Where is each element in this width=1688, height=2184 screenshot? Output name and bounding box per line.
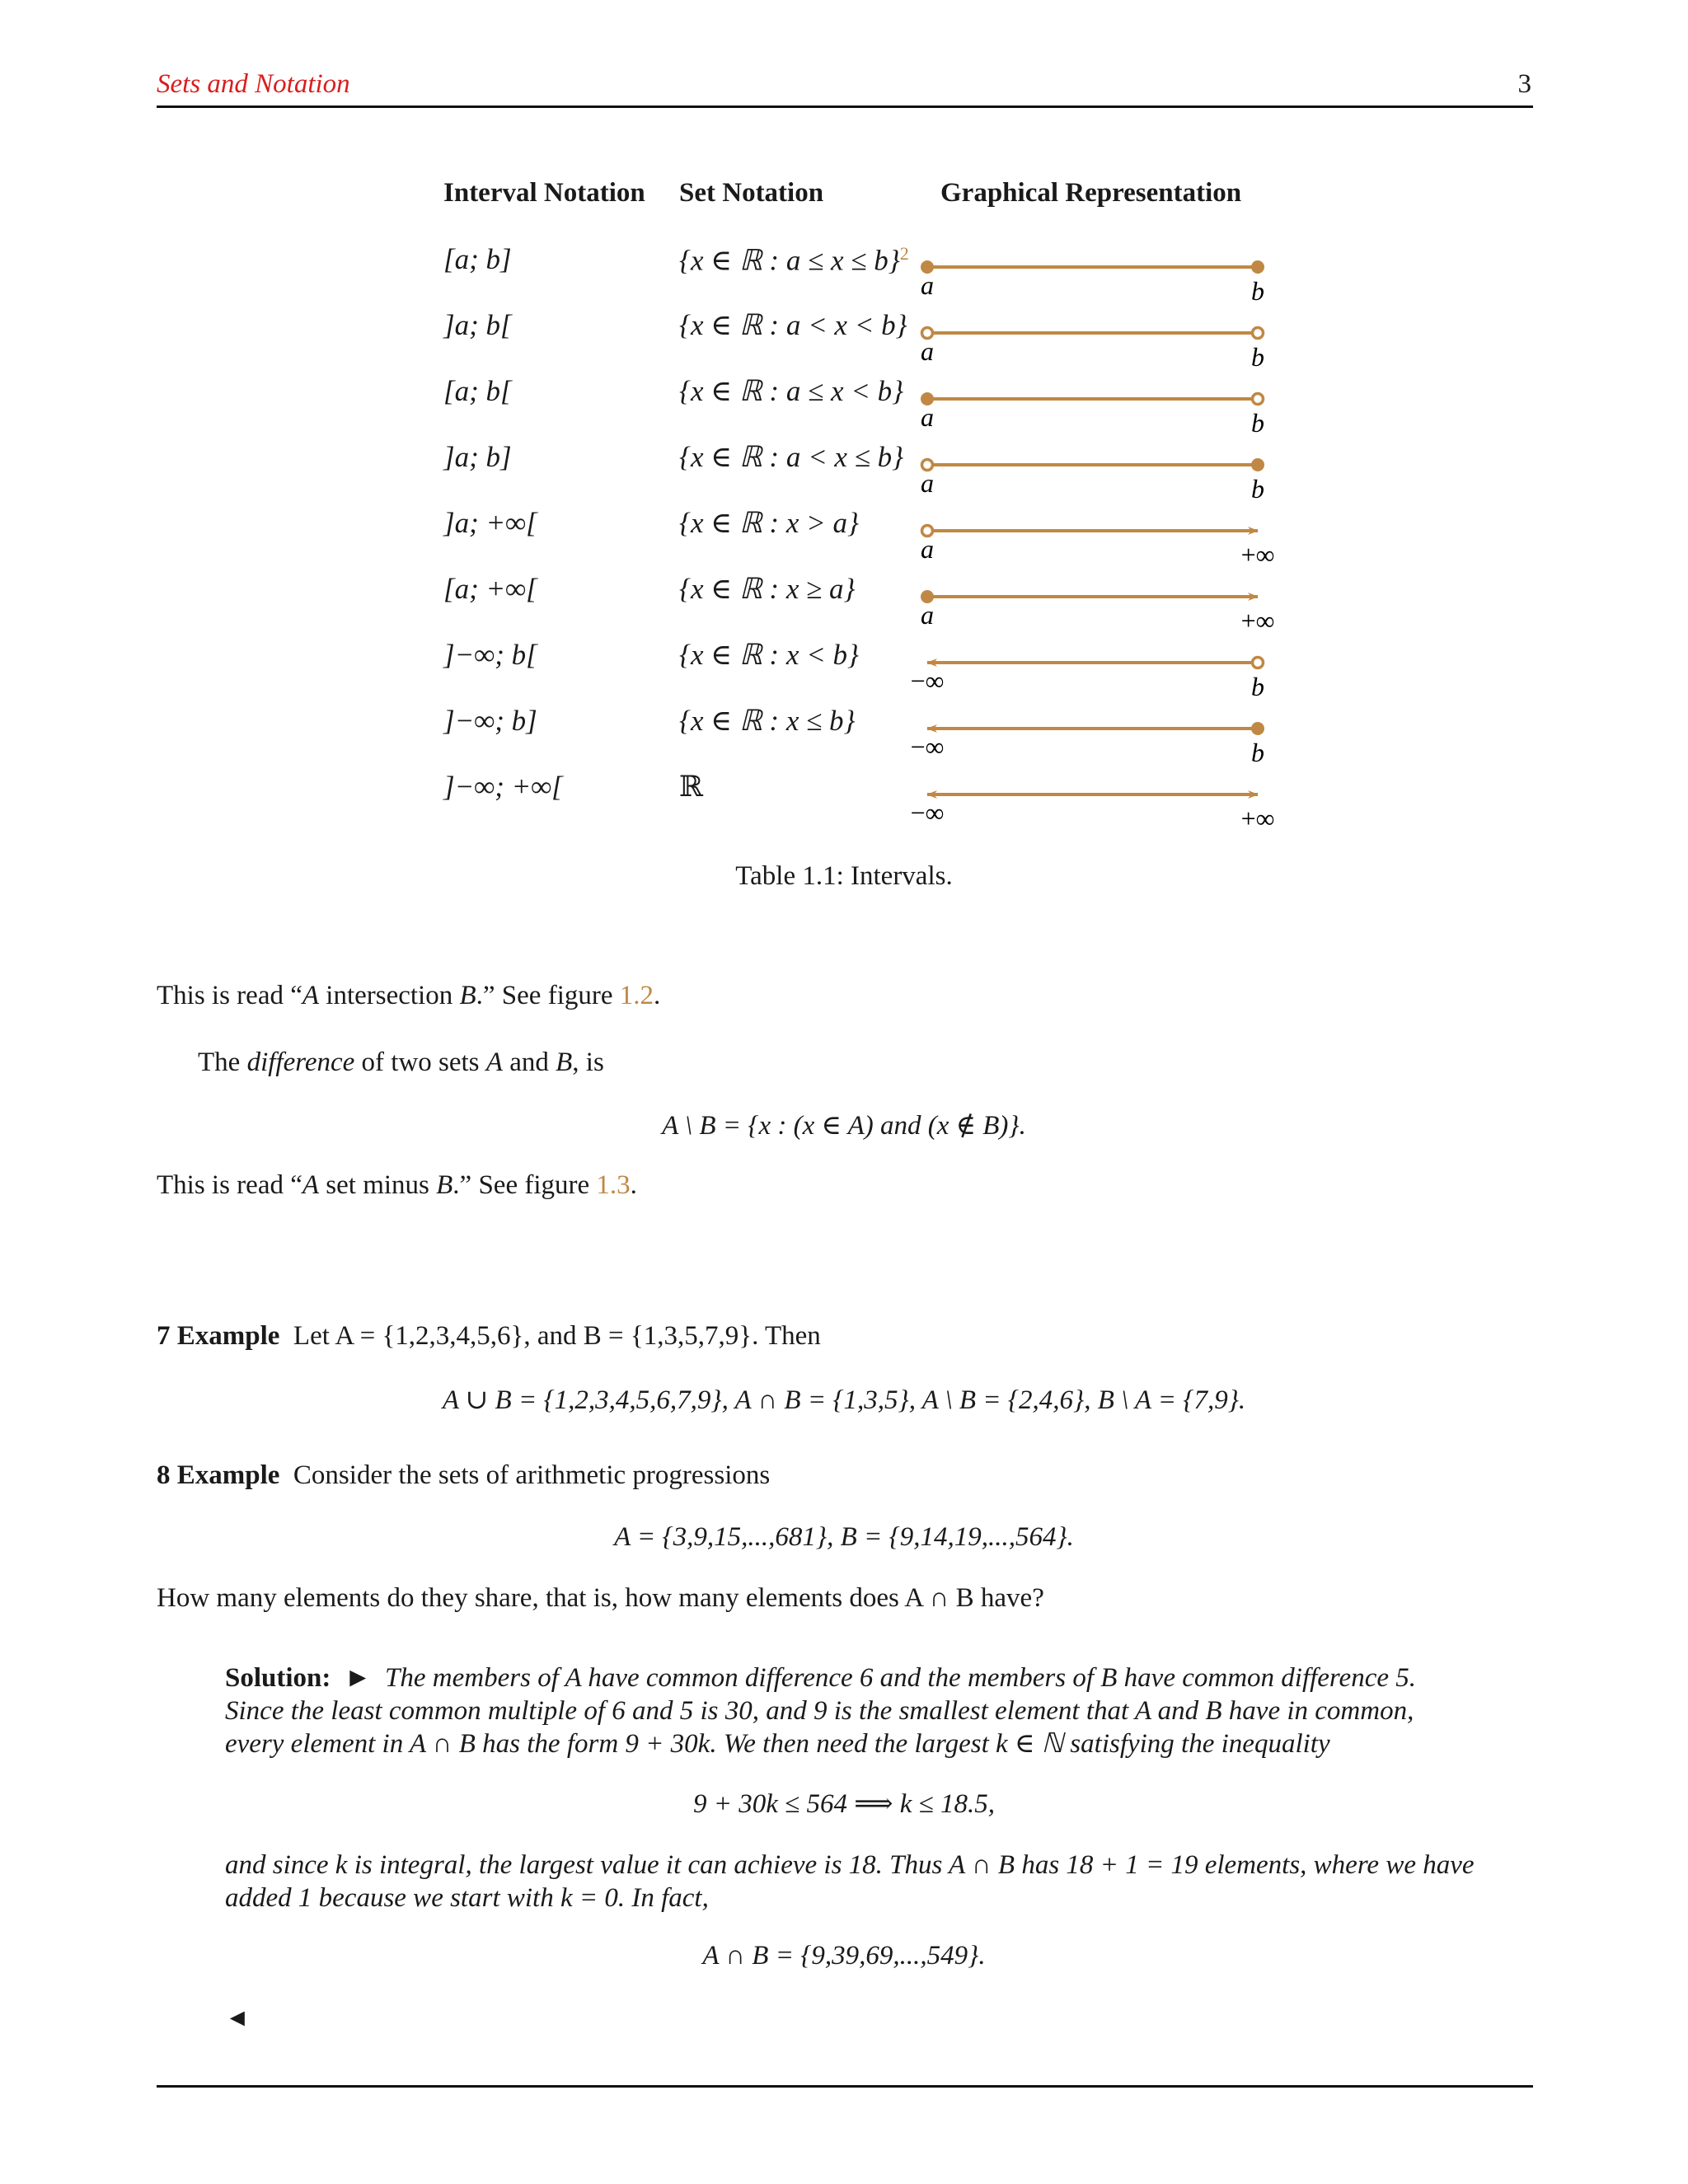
open-endpoint-dot [1253, 328, 1264, 339]
left-endpoint-label: −∞ [910, 666, 945, 696]
interval-cell: ]a; b[ [443, 309, 512, 341]
right-endpoint-label: b [1251, 672, 1264, 701]
page-number: 3 [1517, 69, 1531, 99]
footnote-mark: 2 [899, 243, 909, 264]
text-run: The [198, 1047, 247, 1077]
interval-cell: ]−∞; b] [443, 705, 537, 737]
number-line-row [921, 392, 1264, 438]
text-run: . [630, 1170, 637, 1200]
interval-cell: ]−∞; +∞[ [443, 771, 563, 803]
example-8-question: How many elements do they share, that is, how many elements does A ∩ B have? [157, 1583, 1044, 1613]
example-text: Consider the sets of arithmetic progressions [293, 1460, 771, 1490]
left-endpoint-label: −∞ [910, 798, 945, 827]
example-label: 8 Example [157, 1460, 280, 1490]
number-line-row [921, 590, 1274, 635]
solution-line-4: and since k is integral, the largest value it can achieve is 18. Thus A ∩ B has 18 + 1 = 19 elements, where we have [225, 1850, 1475, 1880]
solution-text: The members of A have common difference 6 and the members of B have common difference 5. [385, 1663, 1416, 1693]
paragraph-difference [198, 1047, 604, 1078]
math-var: B [459, 981, 476, 1010]
interval-cell: [a; +∞[ [443, 573, 537, 605]
set-cell: {x ∈ ℝ : a ≤ x < b} [679, 375, 904, 407]
number-line-row [911, 658, 1264, 702]
set-cell: {x ∈ ℝ : x < b} [679, 639, 859, 671]
number-line-graphics [890, 239, 1319, 841]
text-run: set minus [319, 1170, 437, 1200]
emphasis: difference [246, 1047, 355, 1077]
left-endpoint-label: a [921, 402, 934, 432]
text-run: This is read “ [157, 981, 302, 1010]
math-var: B [556, 1047, 573, 1077]
solution-equation-1: 9 + 30k ≤ 564 ⟹ k ≤ 18.5, [692, 1789, 996, 1819]
solution-equation-2: A ∩ B = {9,39,69,...,549}. [702, 1941, 986, 1971]
text-run: , is [572, 1047, 604, 1077]
text-run: .” See figure [476, 981, 620, 1010]
open-endpoint-dot [1253, 658, 1264, 668]
closed-endpoint-dot [1251, 458, 1264, 471]
solution-line-5: added 1 because we start with k = 0. In fact, [225, 1883, 709, 1913]
text-run: This is read “ [157, 1170, 302, 1200]
text-run: . [654, 981, 661, 1010]
number-line-row [921, 328, 1264, 373]
left-endpoint-label: a [921, 534, 934, 564]
right-endpoint-label: b [1251, 342, 1264, 372]
text-run: intersection [319, 981, 460, 1010]
figure-ref-link[interactable]: 1.3 [596, 1170, 631, 1200]
set-cell: {x ∈ ℝ : x > a} [679, 507, 859, 539]
set-cell-text: {x ∈ ℝ : a ≤ x ≤ b} [679, 244, 900, 277]
left-endpoint-label: a [921, 600, 934, 630]
interval-cell: [a; b] [443, 243, 512, 275]
solution-line-3: every element in A ∩ B has the form 9 + 30k. We then need the largest k ∈ ℕ satisfying the inequality [225, 1729, 1330, 1759]
header-rule [157, 105, 1533, 108]
right-endpoint-label: b [1251, 408, 1264, 438]
math-var: A [485, 1047, 503, 1077]
interval-cell: [a; b[ [443, 375, 512, 407]
running-header-title: Sets and Notation [157, 69, 350, 99]
math-var: B [436, 1170, 453, 1200]
text-run: .” See figure [452, 1170, 597, 1200]
right-endpoint-label: +∞ [1240, 540, 1275, 569]
open-endpoint-dot [1253, 394, 1264, 405]
left-endpoint-label: a [921, 270, 934, 300]
closed-endpoint-dot [1251, 260, 1264, 274]
number-line-row [911, 794, 1275, 833]
set-cell: {x ∈ ℝ : a < x ≤ b} [679, 441, 904, 473]
set-cell [679, 243, 909, 278]
number-line-row [921, 526, 1274, 570]
paragraph-intersection [157, 981, 660, 1011]
set-cell: {x ∈ ℝ : x ≤ b} [679, 705, 856, 737]
interval-cell: ]a; b] [443, 441, 512, 473]
left-endpoint-label: −∞ [910, 732, 945, 762]
math-var: A [302, 981, 320, 1010]
interval-cell: ]−∞; b[ [443, 639, 537, 671]
solution-line-2: Since the least common multiple of 6 and 5 is 30, and 9 is the smallest element that A and B have in common, [225, 1696, 1414, 1726]
number-line-row [921, 458, 1264, 504]
solution-label: Solution: [225, 1663, 331, 1693]
set-cell: {x ∈ ℝ : a < x < b} [679, 309, 907, 341]
example-7-equation: A ∪ B = {1,2,3,4,5,6,7,9}, A ∩ B = {1,3,5}, A \ B = {2,4,6}, B \ A = {7,9}. [442, 1385, 1246, 1415]
solution-line-1 [225, 1661, 1416, 1694]
right-endpoint-label: b [1251, 474, 1264, 504]
example-8-equation: A = {3,9,15,...,681}, B = {9,14,19,...,564}. [614, 1522, 1074, 1552]
left-endpoint-label: a [921, 468, 934, 498]
figure-ref-link[interactable]: 1.2 [619, 981, 654, 1010]
example-label: 7 Example [157, 1321, 280, 1351]
interval-cell: ]a; +∞[ [443, 507, 537, 539]
number-line-row [911, 722, 1264, 767]
col-header-interval: Interval Notation [443, 178, 645, 208]
paragraph-set-minus [157, 1170, 637, 1201]
example-text: Let A = {1,2,3,4,5,6}, and B = {1,3,5,7,9}. Then [293, 1321, 821, 1351]
col-header-set: Set Notation [679, 178, 824, 208]
closed-endpoint-dot [1251, 722, 1264, 735]
equation-difference: A \ B = {x : (x ∈ A) and (x ∉ B)}. [662, 1111, 1026, 1141]
col-header-graph: Graphical Representation [940, 178, 1242, 208]
math-var: A [302, 1170, 320, 1200]
text-run: and [502, 1047, 556, 1077]
example-8 [157, 1460, 770, 1491]
set-cell: {x ∈ ℝ : x ≥ a} [679, 573, 856, 605]
set-cell: ℝ [679, 771, 704, 803]
right-endpoint-label: +∞ [1240, 606, 1275, 635]
footer-rule [157, 2085, 1533, 2088]
solution-end-marker: ◄ [225, 2004, 250, 2032]
table-caption: Table 1.1: Intervals. [735, 861, 953, 891]
example-7 [157, 1321, 821, 1352]
right-endpoint-label: +∞ [1240, 804, 1275, 833]
right-endpoint-label: b [1251, 276, 1264, 306]
text-run: of two sets [354, 1047, 486, 1077]
left-endpoint-label: a [921, 336, 934, 366]
right-endpoint-label: b [1251, 738, 1264, 767]
number-line-row [921, 260, 1264, 306]
solution-start-marker: ► [344, 1663, 372, 1693]
